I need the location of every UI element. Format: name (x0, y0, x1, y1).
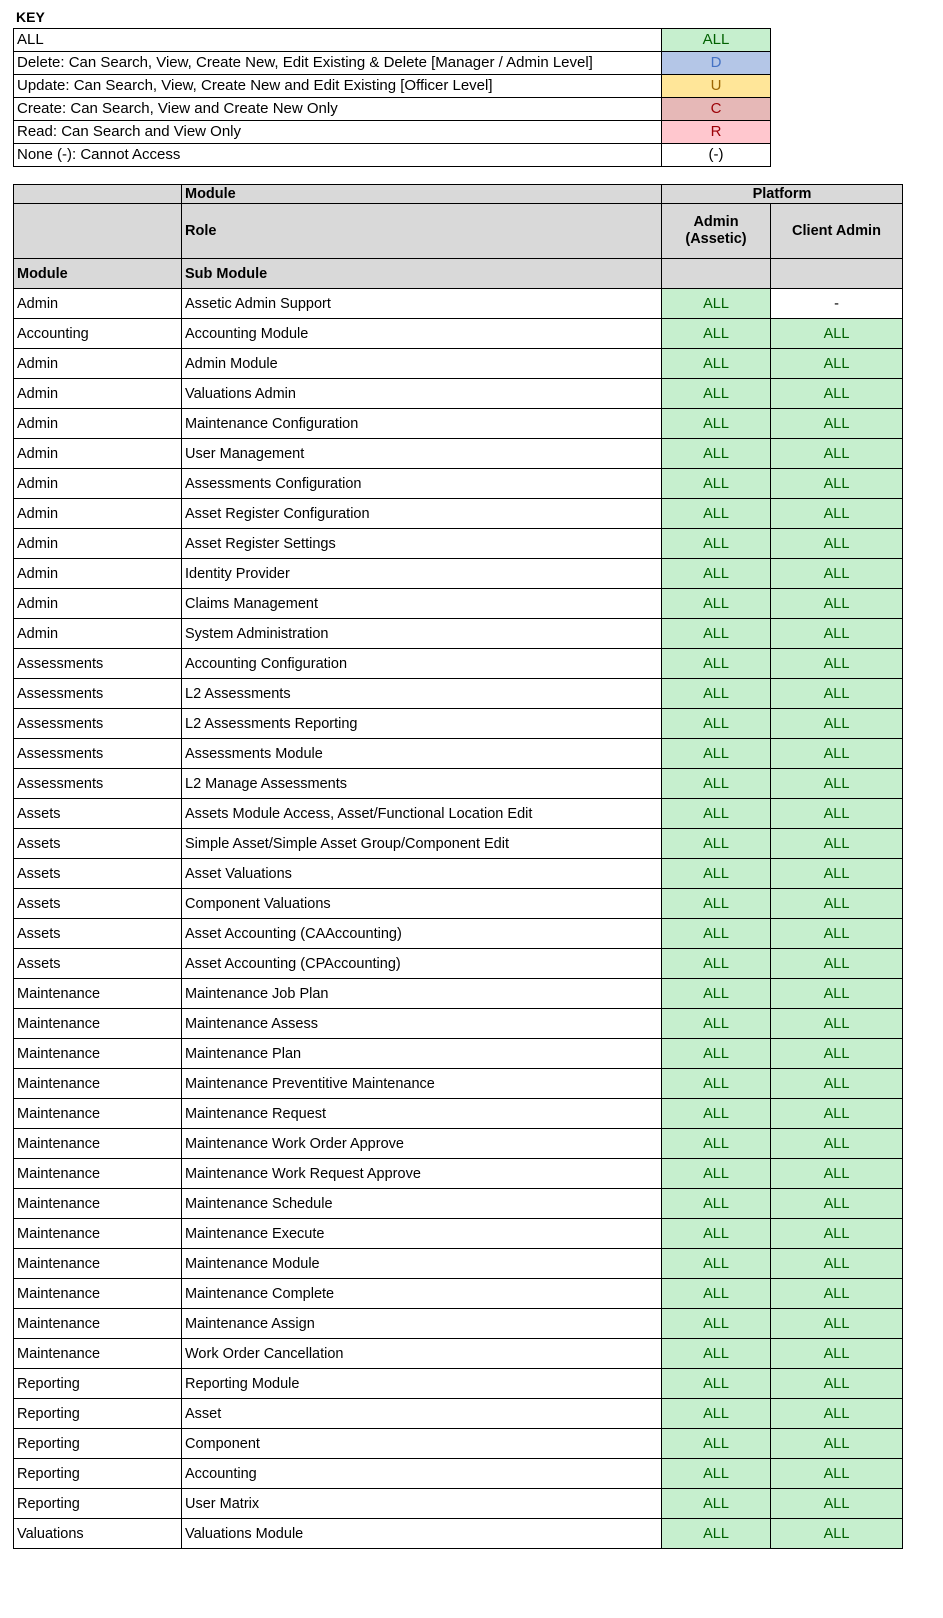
table-row (14, 1519, 903, 1549)
module-cell: Reporting (14, 1489, 182, 1519)
client-admin-permission: ALL (771, 1369, 903, 1399)
module-cell: Assets (14, 949, 182, 979)
admin-assetic-permission: ALL (662, 1099, 771, 1129)
table-row (14, 559, 903, 589)
table-row (14, 949, 903, 979)
module-cell: Maintenance (14, 1339, 182, 1369)
module-cell: Valuations (14, 1519, 182, 1549)
module-cell: Reporting (14, 1399, 182, 1429)
table-row (14, 589, 903, 619)
admin-assetic-permission: ALL (662, 1219, 771, 1249)
header-row-submodule (14, 259, 903, 289)
table-row (14, 439, 903, 469)
table-row (14, 1219, 903, 1249)
key-description: Create: Can Search, View and Create New Only (14, 98, 662, 121)
submodule-cell: Work Order Cancellation (182, 1339, 662, 1369)
admin-assetic-permission: ALL (662, 979, 771, 1009)
admin-assetic-permission: ALL (662, 829, 771, 859)
submodule-cell: Simple Asset/Simple Asset Group/Component Edit (182, 829, 662, 859)
key-row (14, 144, 771, 167)
key-code: C (662, 98, 771, 121)
client-admin-permission: ALL (771, 1129, 903, 1159)
submodule-cell: L2 Assessments (182, 679, 662, 709)
module-cell: Maintenance (14, 1039, 182, 1069)
module-cell: Assets (14, 799, 182, 829)
admin-assetic-permission: ALL (662, 1159, 771, 1189)
header-platform-label: Platform (662, 185, 903, 204)
table-row (14, 889, 903, 919)
submodule-cell: Maintenance Plan (182, 1039, 662, 1069)
table-row (14, 469, 903, 499)
module-cell: Maintenance (14, 1279, 182, 1309)
client-admin-permission: ALL (771, 1399, 903, 1429)
table-row (14, 679, 903, 709)
admin-assetic-permission: ALL (662, 1519, 771, 1549)
client-admin-permission: ALL (771, 769, 903, 799)
submodule-cell: Maintenance Request (182, 1099, 662, 1129)
client-admin-permission: ALL (771, 949, 903, 979)
submodule-cell: Maintenance Configuration (182, 409, 662, 439)
client-admin-permission: ALL (771, 1219, 903, 1249)
key-title: KEY (16, 9, 45, 25)
client-admin-permission: ALL (771, 1099, 903, 1129)
module-cell: Admin (14, 469, 182, 499)
client-admin-permission: ALL (771, 1339, 903, 1369)
module-cell: Maintenance (14, 1249, 182, 1279)
client-admin-permission: ALL (771, 1249, 903, 1279)
table-row (14, 1459, 903, 1489)
admin-assetic-permission: ALL (662, 559, 771, 589)
submodule-cell: Assessments Configuration (182, 469, 662, 499)
client-admin-permission: ALL (771, 439, 903, 469)
table-row (14, 529, 903, 559)
module-cell: Admin (14, 529, 182, 559)
table-row (14, 829, 903, 859)
submodule-cell: Maintenance Schedule (182, 1189, 662, 1219)
matrix-header (14, 185, 903, 289)
client-admin-permission: ALL (771, 409, 903, 439)
key-row (14, 75, 771, 98)
admin-assetic-permission: ALL (662, 409, 771, 439)
module-cell: Admin (14, 349, 182, 379)
submodule-cell: Asset Register Settings (182, 529, 662, 559)
key-description: Read: Can Search and View Only (14, 121, 662, 144)
admin-assetic-permission: ALL (662, 1309, 771, 1339)
table-row (14, 409, 903, 439)
submodule-cell: Maintenance Work Order Approve (182, 1129, 662, 1159)
submodule-cell: Identity Provider (182, 559, 662, 589)
module-cell: Maintenance (14, 979, 182, 1009)
table-row (14, 349, 903, 379)
submodule-cell: L2 Assessments Reporting (182, 709, 662, 739)
table-row (14, 1429, 903, 1459)
client-admin-permission: ALL (771, 1039, 903, 1069)
module-cell: Maintenance (14, 1309, 182, 1339)
submodule-cell: L2 Manage Assessments (182, 769, 662, 799)
module-cell: Maintenance (14, 1219, 182, 1249)
admin-assetic-permission: ALL (662, 949, 771, 979)
table-row (14, 1279, 903, 1309)
admin-assetic-permission: ALL (662, 439, 771, 469)
module-cell: Admin (14, 619, 182, 649)
admin-assetic-permission: ALL (662, 649, 771, 679)
admin-assetic-permission: ALL (662, 889, 771, 919)
submodule-cell: Maintenance Job Plan (182, 979, 662, 1009)
admin-assetic-permission: ALL (662, 1189, 771, 1219)
key-table (13, 28, 771, 167)
admin-assetic-permission: ALL (662, 799, 771, 829)
table-row (14, 1339, 903, 1369)
table-row (14, 709, 903, 739)
table-row (14, 1489, 903, 1519)
client-admin-permission: ALL (771, 349, 903, 379)
client-admin-permission: ALL (771, 709, 903, 739)
table-row (14, 1159, 903, 1189)
key-code: ALL (662, 29, 771, 52)
key-code: U (662, 75, 771, 98)
module-cell: Admin (14, 409, 182, 439)
table-row (14, 649, 903, 679)
submodule-cell: Asset Accounting (CPAccounting) (182, 949, 662, 979)
table-row (14, 919, 903, 949)
key-row (14, 52, 771, 75)
client-admin-permission: ALL (771, 1489, 903, 1519)
admin-assetic-permission: ALL (662, 1429, 771, 1459)
key-description: Delete: Can Search, View, Create New, Edit Existing & Delete [Manager / Admin Level] (14, 52, 662, 75)
module-cell: Admin (14, 439, 182, 469)
client-admin-permission: ALL (771, 889, 903, 919)
table-row (14, 1069, 903, 1099)
submodule-cell: Asset Valuations (182, 859, 662, 889)
submodule-cell: User Matrix (182, 1489, 662, 1519)
submodule-cell: Assets Module Access, Asset/Functional Location Edit (182, 799, 662, 829)
submodule-cell: Component (182, 1429, 662, 1459)
submodule-cell: Maintenance Module (182, 1249, 662, 1279)
module-cell: Assets (14, 829, 182, 859)
admin-assetic-permission: ALL (662, 619, 771, 649)
client-admin-permission: ALL (771, 1189, 903, 1219)
submodule-cell: Maintenance Complete (182, 1279, 662, 1309)
admin-assetic-permission: ALL (662, 529, 771, 559)
table-row (14, 1039, 903, 1069)
table-row (14, 979, 903, 1009)
table-row (14, 289, 903, 319)
client-admin-permission: ALL (771, 319, 903, 349)
key-code: D (662, 52, 771, 75)
module-cell: Accounting (14, 319, 182, 349)
module-cell: Admin (14, 559, 182, 589)
submodule-cell: Accounting Module (182, 319, 662, 349)
client-admin-permission: ALL (771, 619, 903, 649)
module-cell: Reporting (14, 1459, 182, 1489)
admin-assetic-permission: ALL (662, 859, 771, 889)
column-header-admin-assetic: Admin (Assetic) (662, 204, 771, 259)
key-description: None (-): Cannot Access (14, 144, 662, 167)
client-admin-permission: - (771, 289, 903, 319)
submodule-cell: Assessments Module (182, 739, 662, 769)
module-cell: Assessments (14, 739, 182, 769)
submodule-cell: Asset (182, 1399, 662, 1429)
client-admin-permission: ALL (771, 679, 903, 709)
column-header-module: Module (14, 259, 182, 289)
module-cell: Assets (14, 889, 182, 919)
key-row (14, 121, 771, 144)
submodule-cell: Maintenance Execute (182, 1219, 662, 1249)
table-row (14, 1129, 903, 1159)
client-admin-permission: ALL (771, 799, 903, 829)
module-cell: Maintenance (14, 1099, 182, 1129)
table-row (14, 319, 903, 349)
module-cell: Reporting (14, 1429, 182, 1459)
module-cell: Assessments (14, 679, 182, 709)
client-admin-permission: ALL (771, 1069, 903, 1099)
module-cell: Maintenance (14, 1069, 182, 1099)
submodule-cell: Reporting Module (182, 1369, 662, 1399)
submodule-cell: Valuations Admin (182, 379, 662, 409)
submodule-cell: Accounting Configuration (182, 649, 662, 679)
column-header-client-admin: Client Admin (771, 204, 903, 259)
submodule-cell: Assetic Admin Support (182, 289, 662, 319)
client-admin-permission: ALL (771, 979, 903, 1009)
submodule-cell: Maintenance Preventitive Maintenance (182, 1069, 662, 1099)
header-blank-cell (771, 259, 903, 289)
admin-assetic-permission: ALL (662, 1069, 771, 1099)
table-row (14, 379, 903, 409)
module-cell: Maintenance (14, 1009, 182, 1039)
admin-assetic-permission: ALL (662, 709, 771, 739)
admin-assetic-permission: ALL (662, 289, 771, 319)
key-body (14, 29, 771, 167)
submodule-cell: Asset Accounting (CAAccounting) (182, 919, 662, 949)
admin-assetic-permission: ALL (662, 679, 771, 709)
admin-assetic-permission: ALL (662, 1459, 771, 1489)
admin-assetic-permission: ALL (662, 1339, 771, 1369)
table-row (14, 1009, 903, 1039)
admin-assetic-permission: ALL (662, 1279, 771, 1309)
client-admin-permission: ALL (771, 1519, 903, 1549)
table-row (14, 1369, 903, 1399)
header-role-label: Role (182, 204, 662, 259)
module-cell: Assets (14, 919, 182, 949)
client-admin-permission: ALL (771, 559, 903, 589)
admin-assetic-permission: ALL (662, 1129, 771, 1159)
client-admin-permission: ALL (771, 499, 903, 529)
admin-assetic-permission: ALL (662, 319, 771, 349)
client-admin-permission: ALL (771, 1459, 903, 1489)
key-row (14, 29, 771, 52)
submodule-cell: Maintenance Assign (182, 1309, 662, 1339)
client-admin-permission: ALL (771, 649, 903, 679)
table-row (14, 1399, 903, 1429)
client-admin-permission: ALL (771, 739, 903, 769)
client-admin-permission: ALL (771, 859, 903, 889)
header-blank-cell (662, 259, 771, 289)
client-admin-permission: ALL (771, 1009, 903, 1039)
permissions-matrix (13, 184, 903, 1549)
submodule-cell: Maintenance Assess (182, 1009, 662, 1039)
admin-assetic-permission: ALL (662, 379, 771, 409)
submodule-cell: User Management (182, 439, 662, 469)
table-row (14, 799, 903, 829)
module-cell: Admin (14, 379, 182, 409)
submodule-cell: Asset Register Configuration (182, 499, 662, 529)
key-row (14, 98, 771, 121)
module-cell: Assessments (14, 649, 182, 679)
client-admin-permission: ALL (771, 829, 903, 859)
key-code: (-) (662, 144, 771, 167)
client-admin-permission: ALL (771, 919, 903, 949)
submodule-cell: Valuations Module (182, 1519, 662, 1549)
client-admin-permission: ALL (771, 589, 903, 619)
header-module-label: Module (182, 185, 662, 204)
header-row-module (14, 185, 903, 204)
table-row (14, 769, 903, 799)
submodule-cell: Maintenance Work Request Approve (182, 1159, 662, 1189)
admin-assetic-permission: ALL (662, 1009, 771, 1039)
table-row (14, 619, 903, 649)
header-blank-cell (14, 185, 182, 204)
admin-assetic-permission: ALL (662, 1489, 771, 1519)
client-admin-permission: ALL (771, 1159, 903, 1189)
table-row (14, 1249, 903, 1279)
submodule-cell: Admin Module (182, 349, 662, 379)
admin-assetic-permission: ALL (662, 739, 771, 769)
admin-assetic-permission: ALL (662, 499, 771, 529)
admin-assetic-permission: ALL (662, 469, 771, 499)
admin-assetic-permission: ALL (662, 1039, 771, 1069)
submodule-cell: System Administration (182, 619, 662, 649)
header-row-role (14, 204, 903, 259)
client-admin-permission: ALL (771, 1309, 903, 1339)
module-cell: Maintenance (14, 1159, 182, 1189)
client-admin-permission: ALL (771, 1429, 903, 1459)
admin-assetic-permission: ALL (662, 1249, 771, 1279)
table-row (14, 739, 903, 769)
table-row (14, 1309, 903, 1339)
client-admin-permission: ALL (771, 379, 903, 409)
module-cell: Assessments (14, 769, 182, 799)
client-admin-permission: ALL (771, 529, 903, 559)
table-row (14, 859, 903, 889)
client-admin-permission: ALL (771, 469, 903, 499)
admin-assetic-permission: ALL (662, 349, 771, 379)
key-description: ALL (14, 29, 662, 52)
admin-assetic-permission: ALL (662, 1369, 771, 1399)
module-cell: Reporting (14, 1369, 182, 1399)
admin-assetic-permission: ALL (662, 919, 771, 949)
column-header-submodule: Sub Module (182, 259, 662, 289)
module-cell: Maintenance (14, 1129, 182, 1159)
submodule-cell: Accounting (182, 1459, 662, 1489)
module-cell: Admin (14, 499, 182, 529)
table-row (14, 1189, 903, 1219)
key-description: Update: Can Search, View, Create New and Edit Existing [Officer Level] (14, 75, 662, 98)
table-row (14, 1099, 903, 1129)
admin-assetic-permission: ALL (662, 1399, 771, 1429)
module-cell: Admin (14, 589, 182, 619)
header-blank-cell (14, 204, 182, 259)
client-admin-permission: ALL (771, 1279, 903, 1309)
matrix-body (14, 289, 903, 1549)
submodule-cell: Component Valuations (182, 889, 662, 919)
module-cell: Maintenance (14, 1189, 182, 1219)
admin-assetic-permission: ALL (662, 769, 771, 799)
table-row (14, 499, 903, 529)
module-cell: Assets (14, 859, 182, 889)
module-cell: Admin (14, 289, 182, 319)
admin-assetic-permission: ALL (662, 589, 771, 619)
module-cell: Assessments (14, 709, 182, 739)
key-code: R (662, 121, 771, 144)
submodule-cell: Claims Management (182, 589, 662, 619)
